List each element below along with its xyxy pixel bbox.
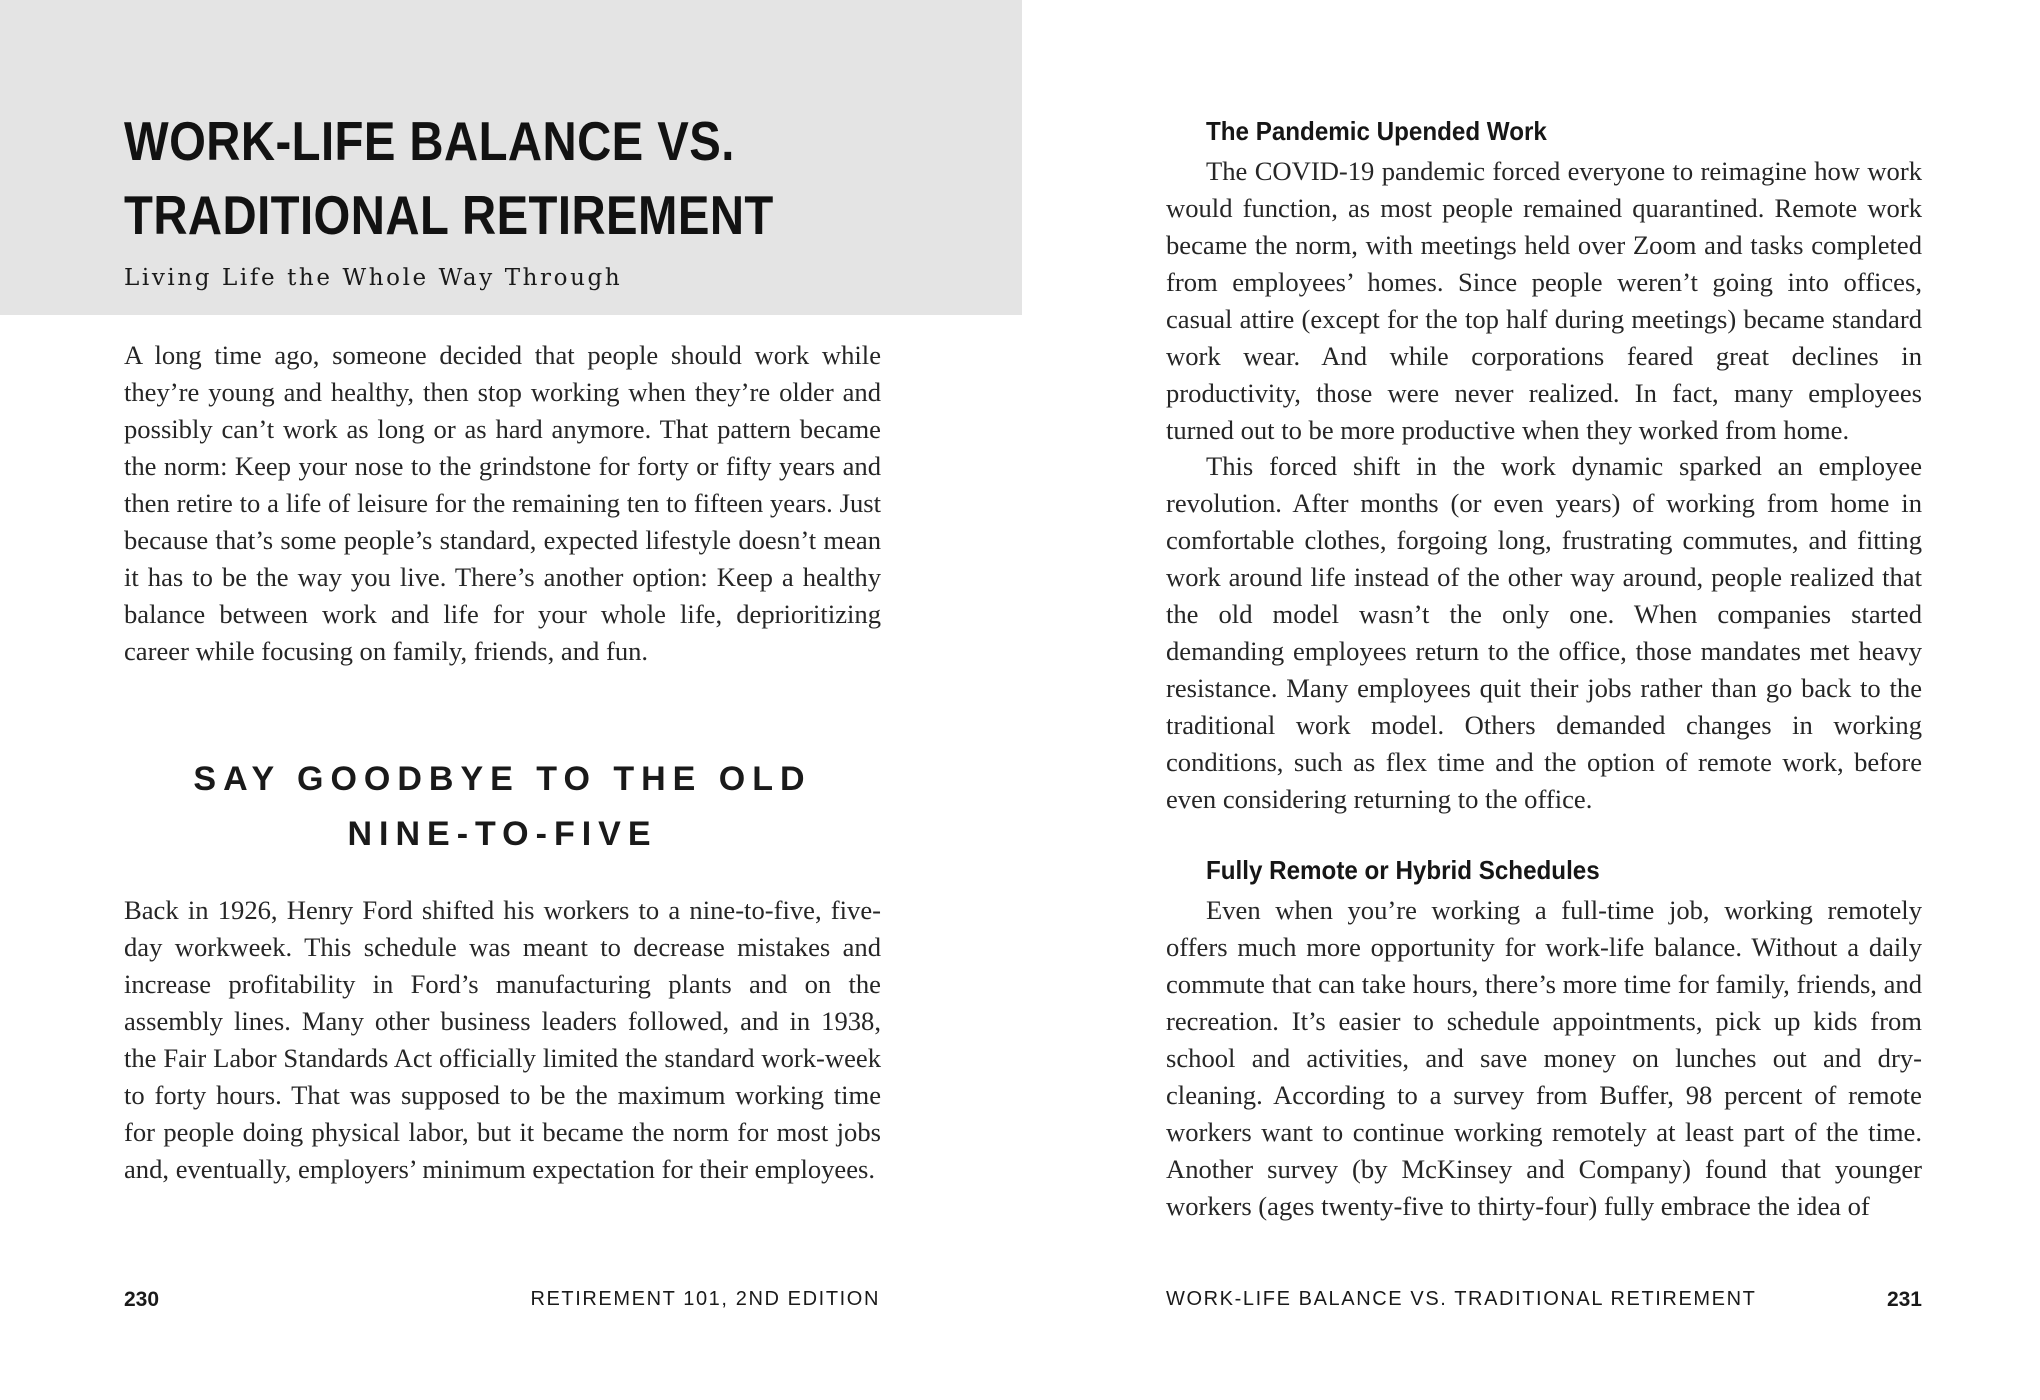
intro-paragraph: A long time ago, someone decided that people should work while they’re young and healthy, then stop working when they’re older and possibly can’t work as long or as hard anymore. That pattern became the norm: Keep your nose to the grindstone for forty or fifty years and then retire to a life of leisure for the remaining ten to fifteen years. Just because that’s some people’s standard, expected lifestyle doesn’t mean it has to be the way you live. There’s another option: Keep a healthy balance between work and life for your whole life, deprioritizing career while focusing on family, friends, and fun. bbox=[124, 340, 881, 666]
shift-paragraph: This forced shift in the work dynamic sparked an employee revolution. After months (or even years) of working from home in comfortable clothes, forgoing long, frustrating commutes, and fitting work around life instead of the other way around, people realized that the old model wasn’t the only one. When companies started demanding employees return to the office, those mandates met heavy resistance. Many employees quit their jobs rather than go back to the traditional work model. Others demanded changes in working conditions, such as flex time and the option of remote work, before even considering returning to the office. bbox=[1166, 451, 1922, 814]
chapter-title-line-2: TRADITIONAL RETIREMENT bbox=[124, 184, 774, 246]
left-running-head: RETIREMENT 101, 2ND EDITION bbox=[530, 1288, 880, 1310]
subheading-pandemic: The Pandemic Upended Work bbox=[1206, 116, 1547, 146]
subheading-remote: Fully Remote or Hybrid Schedules bbox=[1206, 855, 1600, 885]
chapter-title-line-1: WORK-LIFE BALANCE VS. bbox=[124, 110, 735, 172]
section-heading-line-2: NINE-TO-FIVE bbox=[347, 815, 658, 853]
left-page-number: 230 bbox=[124, 1288, 160, 1311]
right-page-number: 231 bbox=[1886, 1288, 1922, 1311]
section-heading bbox=[124, 752, 881, 862]
right-running-head: WORK-LIFE BALANCE VS. TRADITIONAL RETIREMENT bbox=[1166, 1288, 1757, 1310]
pandemic-paragraph: The COVID-19 pandemic forced everyone to reimagine how work would function, as most people remained quarantined. Remote work became the norm, with meetings held over Zoom and tasks completed from employees’ homes. Since people weren’t going into offices, casual attire (except for the top half during meetings) became standard work wear. And while corporations feared great declines in productivity, those were never realized. In fact, many employees turned out to be more productive when they worked from home. bbox=[1166, 156, 1922, 445]
section-heading-line-1: SAY GOODBYE TO THE OLD bbox=[193, 760, 812, 798]
right-page bbox=[1020, 0, 2040, 1400]
chapter-subtitle: Living Life the Whole Way Through bbox=[124, 265, 623, 291]
ford-paragraph: Back in 1926, Henry Ford shifted his workers to a nine-to-five, five-day workweek. This schedule was meant to decrease mistakes and increase profitability in Ford’s manufacturing plants and on the assembly lines. Many other business leaders followed, and in 1938, the Fair Labor Standards Act officially limited the standard work-week to forty hours. That was supposed to be the maximum working time for people doing physical labor, but it became the norm for most jobs and, eventually, employers’ minimum expectation for their employees. bbox=[124, 895, 881, 1184]
chapter-title bbox=[124, 104, 864, 252]
remote-paragraph: Even when you’re working a full-time job, working remotely offers much more opportunity for work-life balance. Without a daily commute that can take hours, there’s more time for family, friends, and recreation. It’s easier to schedule appointments, pick up kids from school and activities, and save money on lunches out and dry-cleaning. According to a survey from Buffer, 98 percent of remote workers want to continue working remotely at least part of the time. Another survey (by McKinsey and Company) found that younger workers (ages twenty-five to thirty-four) fully embrace the idea of bbox=[1166, 895, 1922, 1221]
